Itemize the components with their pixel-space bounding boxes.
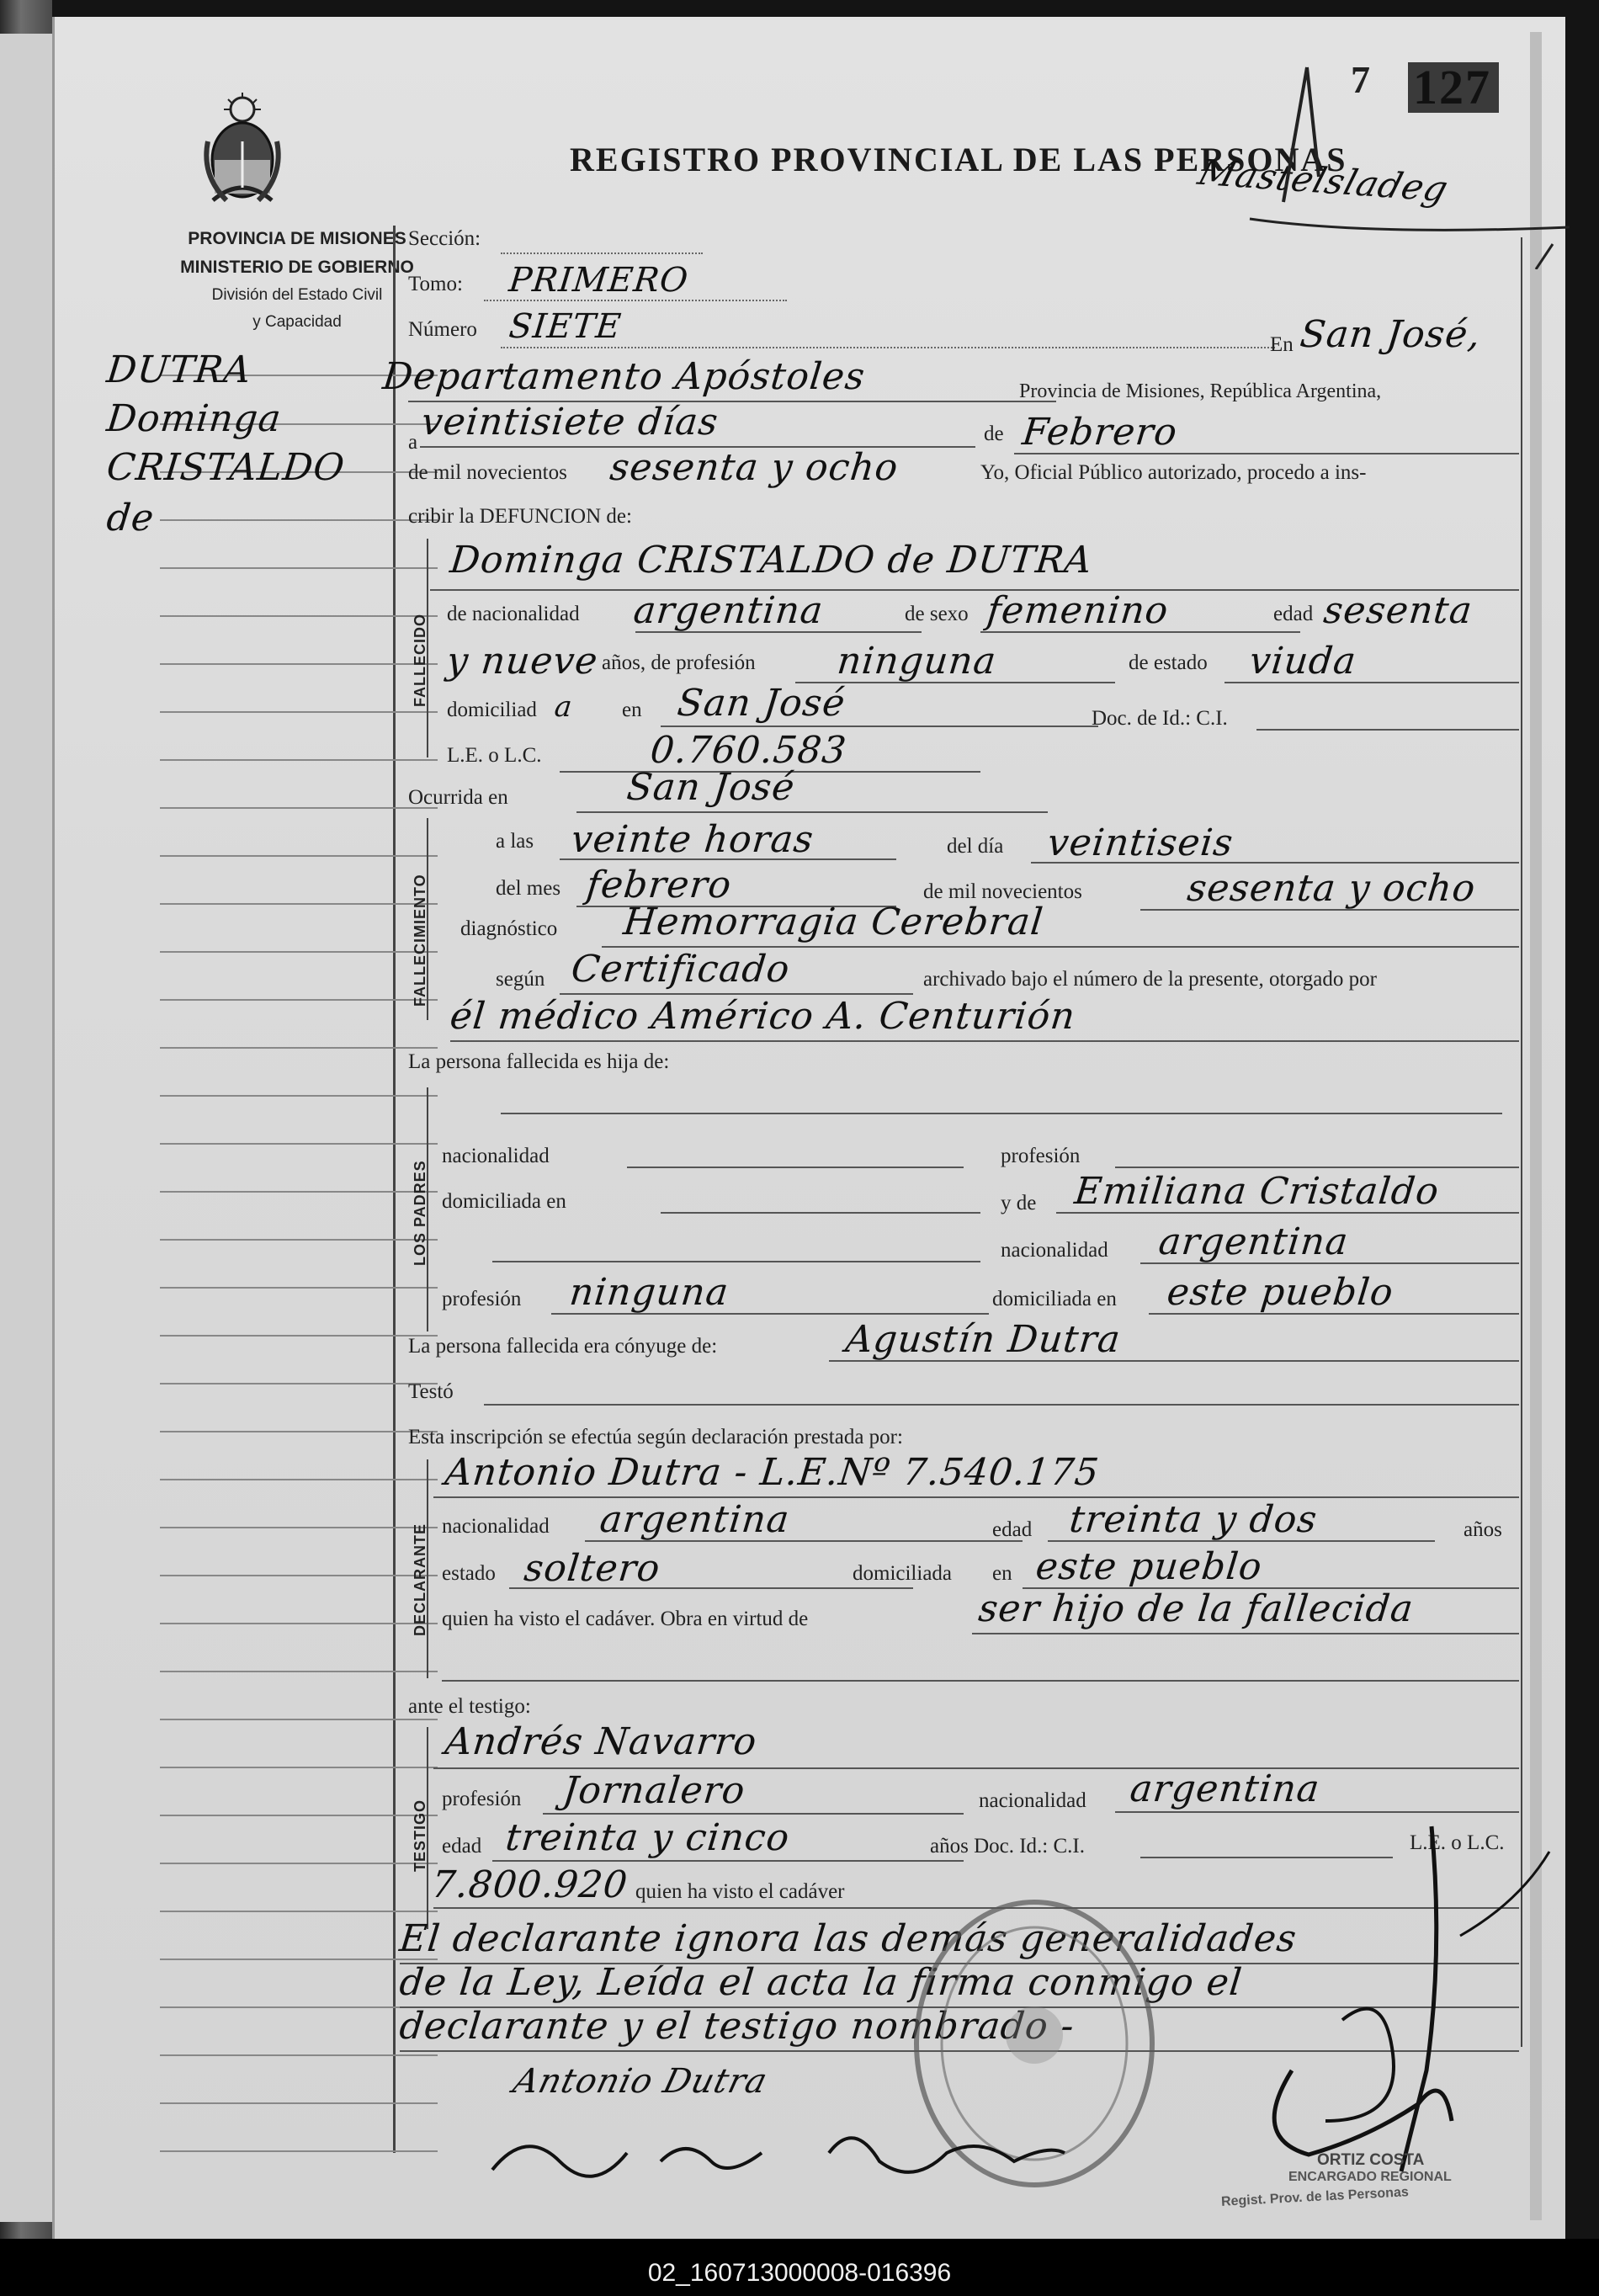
le-value: 0.760.583: [648, 729, 849, 772]
note-line-1: El declarante ignora las demás generalidades: [397, 1917, 1299, 1960]
capacity-label: y Capacidad: [252, 313, 342, 331]
doctor-value: él médico Américo A. Centurión: [448, 995, 1078, 1038]
header-signature: Mastelsladeg: [1193, 151, 1453, 210]
nationality-value: argentina: [631, 589, 826, 632]
note-line-2: de la Ley, Leída el acta la firma conmigo el: [397, 1961, 1245, 2004]
witness-name: Andrés Navarro: [443, 1720, 759, 1763]
nacionalidad-label: de nacionalidad: [447, 603, 580, 625]
mother-nationality: argentina: [1156, 1220, 1351, 1263]
declarant-name: Antonio Dutra - L.E.Nº 7.540.175: [443, 1451, 1102, 1494]
testo-label: Testó: [408, 1380, 454, 1403]
ocurrida-label: Ocurrida en: [408, 786, 508, 809]
decl-domicile: este pueblo: [1033, 1545, 1265, 1588]
age-value: sesenta: [1321, 589, 1475, 632]
decl-civil-status: soltero: [522, 1547, 663, 1590]
en-label: En: [1270, 333, 1294, 356]
de-label: de: [984, 423, 1004, 445]
decl-domiciliada-label: domiciliada: [853, 1562, 953, 1585]
diagnostico-label: diagnóstico: [460, 917, 558, 940]
conyuge-label: La persona fallecida era cónyuge de:: [408, 1335, 718, 1358]
de-mil-fallec-label: de mil novecientos: [923, 880, 1082, 903]
folio-number: 127: [1413, 60, 1491, 114]
page-title: REGISTRO PROVINCIAL DE LAS PERSONAS: [570, 141, 1347, 178]
coat-of-arms-icon: [196, 91, 289, 209]
seccion-label: Sección:: [408, 227, 481, 250]
en-domicilio-label: en: [622, 699, 642, 721]
certificate-value: Certificado: [569, 948, 793, 991]
decl-age: treinta y dos: [1067, 1498, 1320, 1541]
a-label: a: [408, 431, 418, 454]
decl-en-label: en: [992, 1562, 1012, 1585]
edad-label: edad: [1273, 603, 1314, 625]
sex-value: femenino: [985, 589, 1171, 632]
division-label: División del Estado Civil: [211, 286, 383, 304]
y-de-label: y de: [1001, 1192, 1037, 1214]
folio-small: 7: [1351, 58, 1370, 101]
days-value: veintisiete días: [419, 401, 721, 444]
hour-value: veinte horas: [569, 818, 816, 861]
domiciliado-suffix: a: [552, 690, 575, 724]
fallecido-label: FALLECIDO: [412, 614, 428, 707]
witness-nationality: argentina: [1128, 1767, 1322, 1810]
witness-visto-label: quien ha visto el cadáver: [635, 1880, 845, 1903]
domicile-value: San José: [675, 682, 848, 725]
numero-label: Número: [408, 318, 477, 341]
note-line-3: declarante y el testigo nombrado -: [397, 2005, 1077, 2048]
decl-visto-label: quien ha visto el cadáver. Obra en virtud de: [442, 1608, 809, 1630]
file-id-label: 02_160713000008-016396: [647, 2259, 952, 2287]
mother-nationality-label: nacionalidad: [1001, 1239, 1108, 1262]
witness-edad-label: edad: [442, 1835, 482, 1858]
witness-profession: Jornalero: [560, 1769, 748, 1812]
father-profession-label: profesión: [1001, 1145, 1081, 1167]
margin-note-maiden: CRISTALDO: [104, 446, 348, 489]
a-las-label: a las: [496, 830, 534, 853]
father-nationality-label: nacionalidad: [442, 1145, 550, 1167]
cribir-label: cribir la DEFUNCION de:: [408, 505, 632, 528]
profesion-label: años, de profesión: [602, 651, 756, 674]
margin-note-surname: DUTRA: [104, 348, 254, 391]
witness-le-label: L.E. o L.C.: [1410, 1831, 1505, 1854]
declarante-label: DECLARANTE: [412, 1523, 428, 1636]
numero-value: SIETE: [507, 307, 624, 346]
decl-edad-label: edad: [992, 1518, 1033, 1541]
mother-name: Emiliana Cristaldo: [1072, 1170, 1442, 1213]
witness-doc-number: 7.800.920: [429, 1863, 630, 1906]
doc-id-label: Doc. de Id.: C.I.: [1092, 707, 1228, 730]
mother-domicile-label: domiciliada en: [992, 1288, 1117, 1310]
official-signature-strokes: [1216, 1818, 1553, 2188]
fallecimiento-label: FALLECIMIENTO: [412, 874, 428, 1007]
spouse-value: Agustín Dutra: [843, 1318, 1124, 1361]
previous-page-edge: [0, 34, 59, 2222]
mother-profession-label: profesión: [442, 1288, 522, 1310]
padres-label: LOS PADRES: [412, 1160, 428, 1266]
witness-nationality-label: nacionalidad: [979, 1789, 1086, 1812]
decl-nationality-label: nacionalidad: [442, 1515, 550, 1538]
sexo-label: de sexo: [905, 603, 969, 625]
decl-anios-label: años: [1464, 1518, 1502, 1541]
le-lc-label: L.E. o L.C.: [447, 744, 542, 767]
department-value: Departamento Apóstoles: [380, 355, 868, 398]
de-mil-label: de mil novecientos: [408, 461, 567, 484]
mother-domicile: este pueblo: [1165, 1271, 1396, 1314]
del-dia-label: del día: [947, 835, 1004, 858]
oficial-label: Yo, Oficial Público autorizado, procedo a ins-: [980, 461, 1367, 484]
decl-reason: ser hijo de la fallecida: [976, 1587, 1416, 1630]
provincia-label: Provincia de Misiones, República Argentina,: [1019, 380, 1382, 402]
estado-label: de estado: [1129, 651, 1208, 674]
occurred-place: San José: [624, 766, 798, 809]
death-month: febrero: [584, 864, 734, 906]
death-year: sesenta y ocho: [1185, 867, 1478, 910]
civil-status-value: viuda: [1247, 640, 1359, 683]
declarant-signature-strokes: [475, 2102, 1233, 2195]
year-value: sesenta y ocho: [608, 446, 900, 489]
stamp-title: ENCARGADO REGIONAL: [1288, 2170, 1452, 2184]
stamp-name: ORTIZ COSTA: [1317, 2151, 1425, 2169]
witness-doc-label: años Doc. Id.: C.I.: [930, 1835, 1085, 1858]
province-label: PROVINCIA DE MISIONES: [188, 229, 406, 248]
decl-estado-label: estado: [442, 1562, 496, 1585]
day-value: veintiseis: [1045, 821, 1236, 864]
testigo-label: TESTIGO: [412, 1799, 428, 1872]
del-mes-label: del mes: [496, 877, 561, 900]
stamp-office: Regist. Prov. de las Personas: [1220, 2185, 1410, 2209]
tomo-label: Tomo:: [408, 273, 463, 295]
declarant-signature: Antonio Dutra: [509, 2062, 772, 2101]
decl-nationality: argentina: [598, 1498, 792, 1541]
header-signature-strokes: [1233, 50, 1586, 269]
segun-label: según: [496, 968, 545, 991]
hija-de-label: La persona fallecida es hija de:: [408, 1050, 670, 1073]
margin-note-given: Dominga: [104, 397, 284, 440]
month-value: Febrero: [1020, 411, 1180, 454]
margin-note-de: de: [104, 497, 157, 539]
inscripcion-label: Esta inscripción se efectúa según declaración prestada por:: [408, 1426, 903, 1448]
witness-profession-label: profesión: [442, 1788, 522, 1810]
mother-profession: ninguna: [567, 1271, 731, 1314]
domiciliado-label: domiciliad: [447, 699, 537, 721]
diagnosis-value: Hemorragia Cerebral: [621, 901, 1046, 943]
age-continued: y nueve: [444, 640, 601, 683]
witness-age: treinta y cinco: [503, 1816, 792, 1859]
archivado-label: archivado bajo el número de la presente, otorgado por: [923, 968, 1377, 991]
place-value: San José,: [1298, 313, 1484, 356]
father-domicile-label: domiciliada en: [442, 1190, 566, 1213]
testigo-intro-label: ante el testigo:: [408, 1695, 531, 1718]
tomo-value: PRIMERO: [507, 261, 691, 300]
profession-value: ninguna: [835, 640, 999, 683]
register-page: [52, 17, 1565, 2239]
frame-right-line: [1521, 237, 1522, 2047]
deceased-name: Dominga CRISTALDO de DUTRA: [448, 539, 1095, 582]
ministry-label: MINISTERIO DE GOBIERNO: [180, 258, 414, 277]
